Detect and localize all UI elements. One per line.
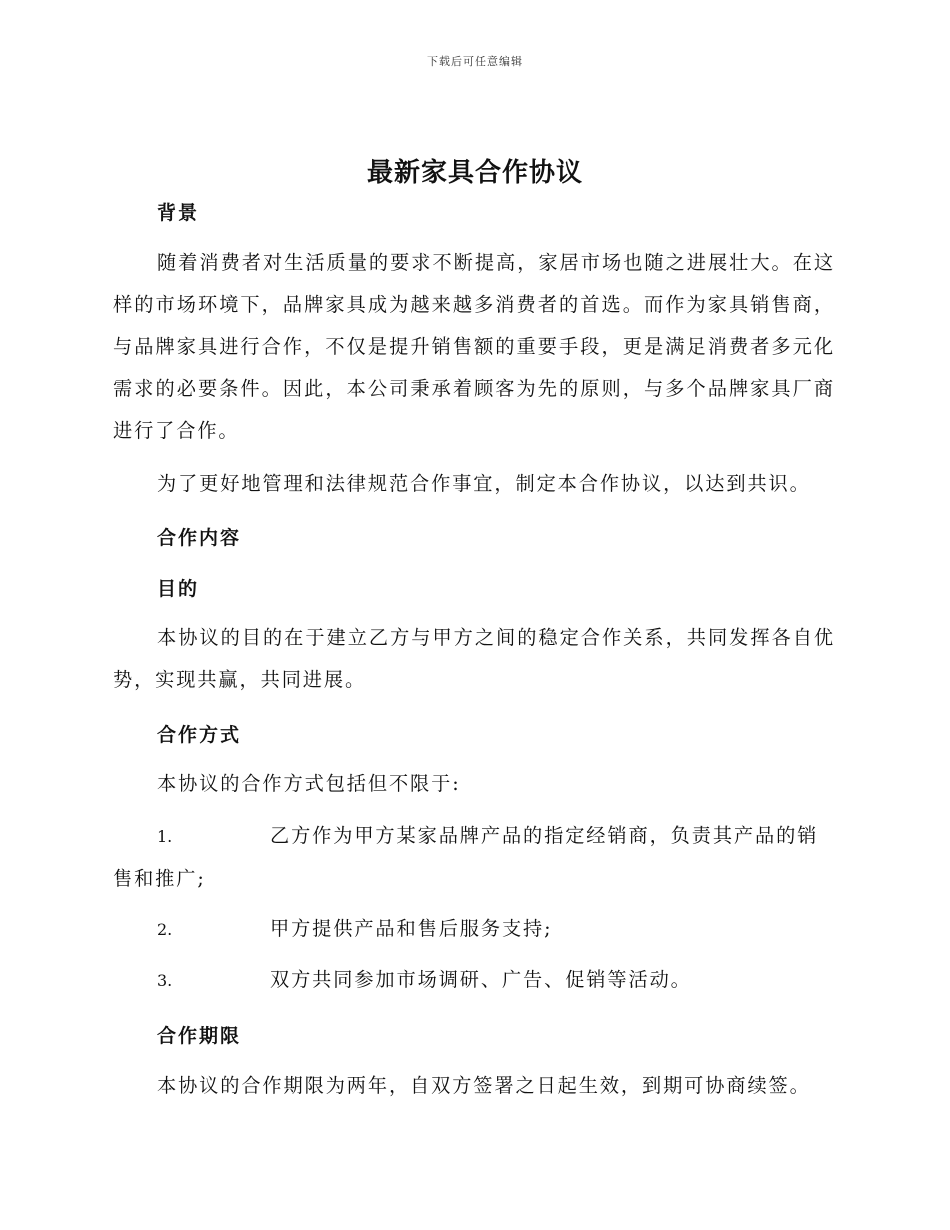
- heading-cooperation-term: 合作期限: [157, 1025, 242, 1047]
- list-item-number: 2.: [157, 920, 173, 939]
- list-item-text: 双方共同参加市场调研、广告、促销等活动。: [270, 968, 692, 991]
- list-item: [113, 908, 835, 951]
- heading-cooperation-content: 合作内容: [157, 527, 242, 549]
- cooperation-term-paragraph: 本协议的合作期限为两年，自双方签署之日起生效，到期可协商续签。: [157, 1074, 811, 1097]
- header-note: 下载后可任意编辑: [427, 55, 523, 68]
- list-item-text: 甲方提供产品和售后服务支持;: [270, 917, 553, 940]
- heading-purpose: 目的: [157, 578, 200, 600]
- purpose-paragraph: 本协议的目的在于建立乙方与甲方之间的稳定合作关系，共同发挥各自优势，实现共赢，共同进展。: [113, 626, 835, 691]
- background-paragraph-1: 随着消费者对生活质量的要求不断提高，家居市场也随之进展壮大。在这样的市场环境下，品牌家具成为越来越多消费者的首选。而作为家具销售商，与品牌家具进行合作，不仅是提升销售额的重要手段，更是满足消费者多元化需求的必要条件。因此，本公司秉承着顾客为先的原则，与多个品牌家具厂商进行了合作。: [113, 251, 835, 442]
- list-item-text: 乙方作为甲方某家品牌产品的指定经销商，负责其产品的销售和推广;: [113, 824, 819, 890]
- background-paragraph-2: 为了更好地管理和法律规范合作事宜，制定本合作协议，以达到共识。: [157, 472, 811, 495]
- document-title: 最新家具合作协议: [366, 158, 583, 188]
- cooperation-method-intro: 本协议的合作方式包括但不限于:: [157, 772, 461, 795]
- list-item-number: 3.: [157, 971, 173, 990]
- list-item-number: 1.: [157, 827, 173, 846]
- list-item: [113, 959, 835, 1002]
- list-item: [113, 815, 835, 900]
- heading-background: 背景: [157, 202, 200, 224]
- heading-cooperation-method: 合作方式: [157, 724, 242, 746]
